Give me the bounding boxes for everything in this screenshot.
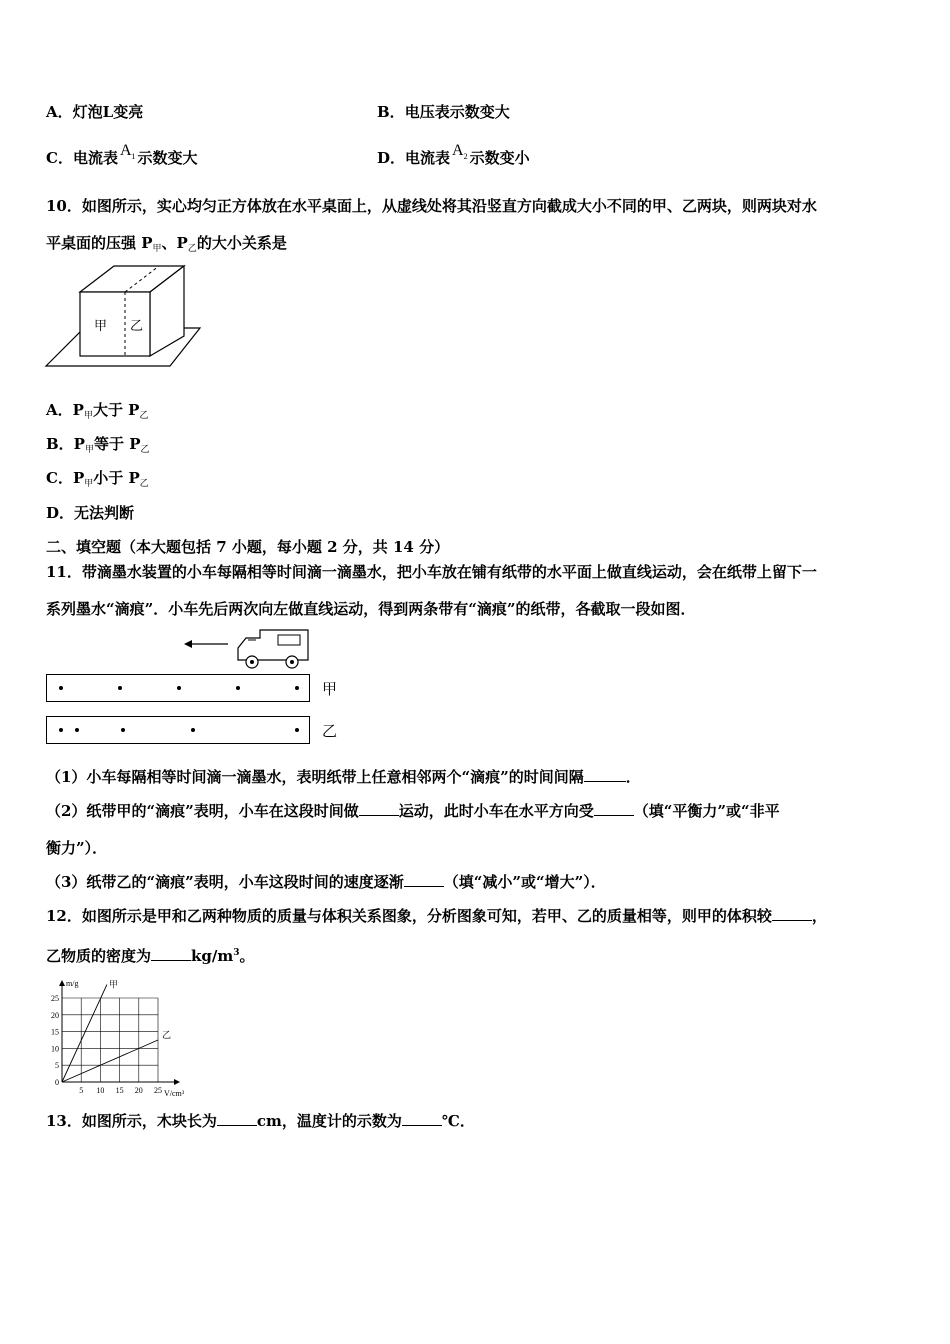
answer-blank[interactable]	[359, 801, 399, 816]
q9-option-c: C．电流表 $A_1$ 示数变大	[46, 142, 198, 167]
series-label-1: 乙	[162, 1031, 172, 1041]
q11-sub2-line2: 衡力”）．	[46, 839, 108, 857]
ink-cart-figure	[180, 626, 314, 672]
q10-option-d: D．无法判断	[46, 504, 135, 522]
chart-grid	[62, 998, 158, 1082]
cube-on-table-figure	[44, 262, 204, 372]
q10-option-b: B．$P_甲$等于 $P_乙$	[46, 435, 150, 455]
answer-blank[interactable]	[402, 1111, 442, 1126]
x-tick-label: 15	[115, 1086, 124, 1095]
x-tick-label: 10	[96, 1086, 105, 1095]
answer-blank[interactable]	[594, 801, 634, 816]
answer-blank[interactable]	[584, 767, 626, 782]
q9-option-d: D．电流表 $A_2$ 示数变小	[377, 142, 530, 167]
q10-line1: 10．如图所示，实心均匀正方体放在水平桌面上，从虚线处将其沿竖直方向截成大小不同的甲、乙两块，则两块对水	[46, 197, 817, 215]
series-label-0: 甲	[108, 980, 118, 991]
y-tick-label: 0	[55, 1078, 59, 1087]
mass-volume-chart	[40, 976, 200, 1100]
q12-line2: 乙物质的密度为 $kg/m^3$。	[46, 947, 255, 965]
q11-sub1: （1）小车每隔相等时间滴一滴墨水，表明纸带上任意相邻两个“滴痕”的时间间隔 ．	[46, 768, 641, 786]
fig-label-yi: 乙	[130, 319, 144, 334]
q10-option-a: A．$P_甲$大于 $P_乙$	[46, 401, 149, 421]
q11-sub3: （3）纸带乙的“滴痕”表明，小车这段时间的速度逐渐 （填“减小”或“增大”）．	[46, 873, 606, 891]
q13-line: 13．如图所示，木块长为 cm，温度计的示数为 ℃．	[46, 1112, 475, 1130]
tape-label-yi: 乙	[322, 722, 338, 740]
answer-blank[interactable]	[404, 872, 444, 887]
y-tick-label: 20	[51, 1010, 59, 1020]
series-line-1	[62, 1040, 158, 1082]
q10-line2: 平桌面的压强 $P_甲$、$P_乙$的大小关系是	[46, 234, 287, 254]
q10-option-c: C．$P_甲$小于 $P_乙$	[46, 469, 149, 489]
chart-series	[62, 980, 171, 1082]
answer-blank[interactable]	[217, 1111, 257, 1126]
fig-label-jia: 甲	[94, 319, 108, 334]
x-axis-arrow	[174, 1079, 180, 1085]
q9-option-b: B．电压表示数变大	[377, 103, 510, 121]
x-tick-label: 25	[154, 1086, 162, 1095]
x-tick-label: 20	[134, 1086, 143, 1095]
q9-option-a: A．灯泡L变亮	[46, 103, 144, 121]
chart-xlabel: V/cm³	[164, 1089, 185, 1098]
ammeter-a1-symbol: $A_1$	[119, 142, 136, 161]
q11-line2: 系列墨水“滴痕”．小车先后两次向左做直线运动，得到两条带有“滴痕”的纸带，各截取一段如图．	[46, 600, 696, 618]
x-tick-label: 5	[79, 1086, 84, 1095]
chart-ylabel: m/g	[66, 979, 79, 988]
tape-label-jia: 甲	[322, 680, 338, 698]
y-tick-label: 15	[51, 1027, 59, 1037]
y-tick-label: 10	[51, 1044, 59, 1054]
paper-tape-yi	[46, 716, 310, 744]
answer-blank[interactable]	[151, 946, 191, 961]
q11-line1: 11．带滴墨水装置的小车每隔相等时间滴一滴墨水，把小车放在铺有纸带的水平面上做直线运动，会在纸带上留下一	[46, 563, 817, 581]
q11-sub2: （2）纸带甲的“滴痕”表明，小车在这段时间做 运动，此时小车在水平方向受 （填“平衡力”或“非平	[46, 802, 780, 820]
ammeter-a2-symbol: $A_2$	[452, 142, 468, 161]
y-tick-label: 5	[55, 1061, 59, 1071]
answer-blank[interactable]	[772, 906, 812, 921]
section2-title: 二、填空题（本大题包括 7 小题，每小题 2 分，共 14 分）	[46, 538, 450, 556]
paper-tape-jia	[46, 674, 310, 702]
y-tick-label: 25	[51, 994, 59, 1003]
q12-line1: 12．如图所示是甲和乙两种物质的质量与体积关系图象，分析图象可知，若甲、乙的质量相等，则甲的体积较 ，	[46, 907, 827, 925]
y-axis-arrow	[59, 980, 65, 986]
